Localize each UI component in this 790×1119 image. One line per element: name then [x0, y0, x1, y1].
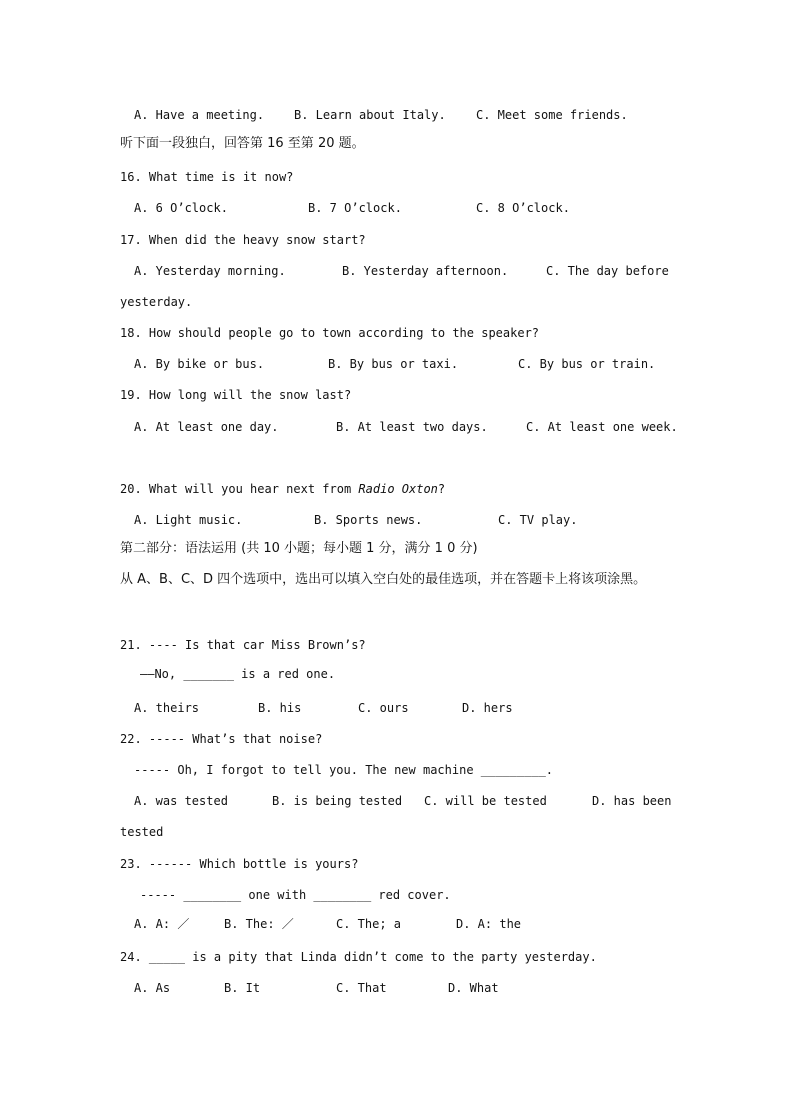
q24-option-b: B. It	[224, 981, 261, 995]
q22-option-c: C. will be tested	[424, 794, 547, 808]
q18-option-b: B. By bus or taxi.	[328, 357, 459, 371]
q20-question	[120, 481, 445, 497]
q22-option-d-continued: tested	[120, 825, 164, 839]
q22-question: 22. ----- What’s that noise?	[120, 732, 323, 746]
q20-question-prefix: 20. What will you hear next from	[120, 482, 359, 496]
q21-question: 21. ---- Is that car Miss Brown’s?	[120, 638, 366, 652]
q23-question: 23. ------ Which bottle is yours?	[120, 857, 359, 871]
q24-option-a: A. As	[134, 981, 171, 995]
q23-reply: ----- ________ one with ________ red cover.	[140, 888, 451, 902]
q19-option-c: C. At least one week.	[526, 420, 678, 434]
part2-instruction: 从 A、B、C、D 四个选项中，选出可以填入空白处的最佳选项，并在答题卡上将该项涂黑。	[120, 572, 647, 587]
q23-option-d: D. A: the	[456, 917, 522, 931]
q17-option-a: A. Yesterday morning.	[134, 264, 286, 278]
q21-option-b: B. his	[258, 701, 302, 715]
section-monologue-heading: 听下面一段独白，回答第 16 至第 20 题。	[120, 136, 365, 151]
q17-option-c-continued: yesterday.	[120, 295, 193, 309]
q24-option-d: D. What	[448, 981, 499, 995]
q21-option-d: D. hers	[462, 701, 513, 715]
q15-option-a: A. Have a meeting.	[134, 108, 265, 122]
q20-option-c: C. TV play.	[498, 513, 578, 527]
q21-reply: ——No, _______ is a red one.	[140, 667, 336, 681]
q23-option-b: B. The: ／	[224, 917, 294, 931]
q19-question: 19. How long will the snow last?	[120, 388, 352, 402]
q15-option-b: B. Learn about Italy.	[294, 108, 446, 122]
q16-question: 16. What time is it now?	[120, 170, 294, 184]
q19-option-b: B. At least two days.	[336, 420, 488, 434]
q22-reply: ----- Oh, I forgot to tell you. The new machine _________.	[134, 763, 554, 777]
q20-option-b: B. Sports news.	[314, 513, 423, 527]
q18-option-c: C. By bus or train.	[518, 357, 656, 371]
q17-option-c: C. The day before	[546, 264, 669, 278]
q23-option-a: A. A: ／	[134, 917, 190, 931]
q21-option-a: A. theirs	[134, 701, 200, 715]
q20-question-suffix: ?	[437, 482, 446, 496]
q22-option-b: B. is being tested	[272, 794, 403, 808]
q18-question: 18. How should people go to town according to the speaker?	[120, 326, 540, 340]
q24-option-c: C. That	[336, 981, 387, 995]
q20-option-a: A. Light music.	[134, 513, 243, 527]
q16-option-b: B. 7 O’clock.	[308, 201, 402, 215]
q18-option-a: A. By bike or bus.	[134, 357, 265, 371]
q22-option-a: A. was tested	[134, 794, 228, 808]
q17-option-b: B. Yesterday afternoon.	[342, 264, 509, 278]
q23-option-c: C. The; a	[336, 917, 402, 931]
q17-question: 17. When did the heavy snow start?	[120, 233, 366, 247]
q16-option-a: A. 6 O’clock.	[134, 201, 228, 215]
q22-option-d: D. has been	[592, 794, 672, 808]
q21-option-c: C. ours	[358, 701, 409, 715]
part2-title: 第二部分：语法运用 (共 10 小题；每小题 1 分，满分 1 0 分)	[120, 541, 478, 556]
q24-question: 24. _____ is a pity that Linda didn’t come to the party yesterday.	[120, 950, 597, 964]
q16-option-c: C. 8 O’clock.	[476, 201, 570, 215]
q19-option-a: A. At least one day.	[134, 420, 279, 434]
q20-radio-name: Radio Oxton	[358, 482, 438, 496]
q15-option-c: C. Meet some friends.	[476, 108, 628, 122]
